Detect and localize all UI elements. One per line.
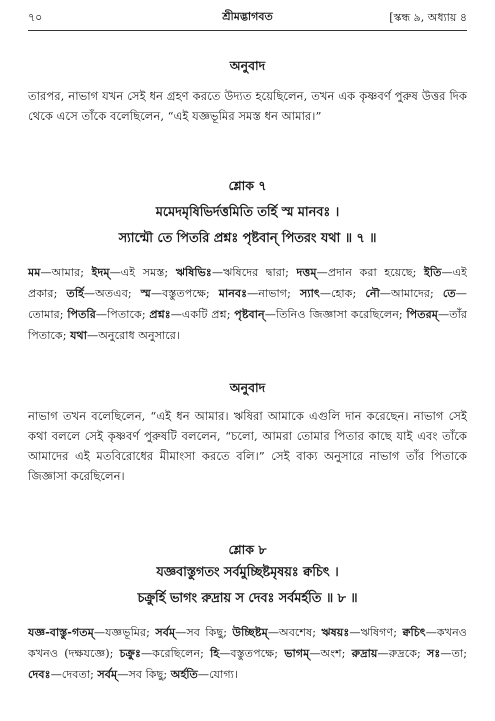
- term-meaning: —একটি প্রশ্ন;: [170, 308, 235, 321]
- sanskrit-term: হি: [210, 646, 220, 660]
- term-meaning: —অংশ;: [309, 647, 352, 660]
- sloka-8-line-2: চক্রুর্হি ভাগং রুদ্রায় স দেবঃ সর্বমর্হতি ॥ ৮ ॥: [137, 591, 358, 606]
- term-meaning: —যজ্ঞভূমির;: [93, 626, 156, 639]
- term-meaning: —আমাদের;: [379, 287, 443, 300]
- sanskrit-term: স্যাৎ: [299, 286, 320, 300]
- sloka-7-line-1: মমেদমৃষিভির্দত্তমিতি তর্হি স্ম মানবঃ ।: [155, 205, 340, 220]
- term-meaning: —দেবতা;: [50, 668, 98, 681]
- sanskrit-term: ক্বচিৎ: [402, 625, 426, 639]
- term-meaning: —তোমার;: [28, 287, 467, 321]
- translation-text-1: তারপর, নাভাগ যখন সেই ধন গ্রহণ করতে উদ্যত হয়েছিলেন, তখন এক কৃষ্ণবর্ণ পুরুষ উত্তর দিক থেকে এসে তাঁকে বলেছিলেন, “এই যজ্ঞভূমির সমস্ত ধন আমার।”: [28, 89, 467, 123]
- sanskrit-term: সর্বম্: [97, 667, 118, 681]
- sloka-7-line-2: স্যান্মৌ তে পিতরি প্রশ্নঃ পৃষ্টবান্ পিতরং যথা ॥ ৭ ॥: [118, 231, 377, 246]
- sloka-8-heading: শ্লোক ৮: [228, 542, 267, 557]
- sanskrit-term: সঃ: [427, 646, 441, 660]
- page-number: ৭০: [28, 11, 43, 24]
- term-meaning: —যোগ্য।: [197, 668, 238, 681]
- term-meaning: —বস্তুতপক্ষে;: [219, 647, 285, 660]
- term-meaning: —তিনিও জিজ্ঞাসা করেছিলেন;: [264, 308, 407, 321]
- term-meaning: —প্রদান করা হয়েছে;: [316, 266, 425, 279]
- term-meaning: —সব কিছু;: [117, 668, 171, 681]
- sanskrit-term: ইতি: [424, 265, 442, 279]
- sanskrit-term: রুদ্রায়: [351, 646, 378, 660]
- term-meaning: —করেছিলেন;: [140, 647, 211, 660]
- sloka-8-word-meanings: [28, 622, 467, 685]
- sanskrit-term: যথা: [70, 328, 88, 342]
- term-meaning: —কখনও কখনও (দক্ষযজ্ঞে);: [28, 626, 467, 660]
- term-meaning: —তাঁর পিতাকে;: [28, 308, 467, 342]
- term-meaning: —অতএব;: [83, 287, 141, 300]
- term-meaning: —হোক;: [319, 287, 366, 300]
- sanskrit-term: তে: [442, 286, 456, 300]
- sanskrit-term: যজ্ঞ-বাস্তু-গতম্: [28, 625, 94, 639]
- chapter-reference: [স্কন্ধ ৯, অধ্যায় ৪: [389, 11, 467, 24]
- term-meaning: —অনুরোধ অনুসারে।: [87, 329, 180, 342]
- sanskrit-term: সর্বম্: [155, 625, 176, 639]
- header-rule: [28, 30, 467, 31]
- sanskrit-term: অর্হতি: [170, 667, 198, 681]
- term-meaning: —পিতাকে;: [95, 308, 150, 321]
- term-meaning: —রুদ্রকে;: [377, 647, 428, 660]
- translation-heading-1: অনুবাদ: [229, 58, 266, 73]
- sanskrit-term: চক্রুঃ: [119, 646, 141, 660]
- term-meaning: —অবশেষ;: [267, 626, 322, 639]
- term-meaning: —নাভাগ;: [247, 287, 300, 300]
- sloka-7-word-meanings: [28, 262, 467, 346]
- sanskrit-term: ভাগম্: [284, 646, 310, 660]
- running-title: শ্রীমদ্ভাগবত: [222, 10, 273, 23]
- sanskrit-term: মানবঃ: [218, 286, 248, 300]
- translation-heading-2: অনুবাদ: [229, 380, 266, 395]
- term-meaning: —বস্তুতপক্ষে;: [150, 287, 219, 300]
- sanskrit-term: ঋষয়ঃ: [321, 625, 350, 639]
- term-meaning: —এই প্রকার;: [28, 266, 467, 300]
- term-meaning: —সব কিছু;: [175, 626, 233, 639]
- term-meaning: —ঋষিদের দ্বারা;: [211, 266, 297, 279]
- page-header: [28, 6, 467, 28]
- translation-text-2: নাভাগ তখন বলেছিলেন, “এই ধন আমার। ঋষিরা আমাকে এগুলি দান করেছেন। নাভাগ সেই কথা বললে সেই কৃষ্ণবর্ণ পুরুষটি বললেন, “চলো, আমরা তোমার পিতার কাছে যাই এবং তাঁকে আমাদের এই মতবিরোধের মীমাংসা করতে বলি।” সেই বাক্য অনুসারে নাভাগ তাঁর পিতাকে জিজ্ঞাসা করেছিলেন।: [28, 409, 467, 483]
- sanskrit-term: প্রশ্নঃ: [149, 307, 171, 321]
- sanskrit-term: স্ম: [140, 286, 151, 300]
- sloka-7-heading: শ্লোক ৭: [228, 178, 267, 193]
- term-meaning: —এই সমস্ত;: [109, 266, 176, 279]
- sloka-8-line-1: যজ্ঞবাস্তুগতং সর্বমুচ্ছিষ্টমৃষয়ঃ ক্বচিৎ ।: [156, 565, 339, 580]
- sanskrit-term: পিতরি: [67, 307, 96, 321]
- sanskrit-term: উচ্ছিষ্টম্: [232, 625, 268, 639]
- term-meaning: —ঋষিগণ;: [349, 626, 403, 639]
- sanskrit-term: ঋষিভিঃ: [175, 265, 212, 279]
- sanskrit-term: ইদম্: [91, 265, 110, 279]
- sanskrit-term: তর্হি: [66, 286, 84, 300]
- sanskrit-term: দত্তম্: [296, 265, 317, 279]
- sanskrit-term: দেবঃ: [28, 667, 51, 681]
- sanskrit-term: মম: [28, 265, 41, 279]
- sanskrit-term: নৌ: [365, 286, 380, 300]
- sanskrit-term: পিতরম্: [406, 307, 438, 321]
- term-meaning: —আমার;: [40, 266, 92, 279]
- term-meaning: —তা;: [440, 647, 468, 660]
- sanskrit-term: পৃষ্টবান্: [234, 307, 265, 321]
